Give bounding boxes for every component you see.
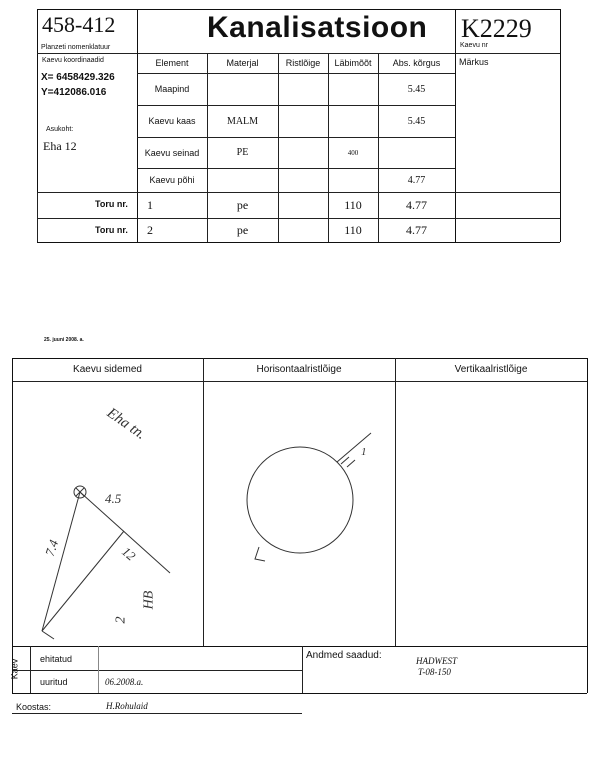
pipe-number-mark: 1 <box>361 446 367 458</box>
location-value: Eha 12 <box>43 139 77 153</box>
row-material: PE <box>236 147 249 158</box>
section-vertical: Vertikaalristlõige <box>454 364 528 375</box>
horizontal-section-sketch <box>203 381 395 646</box>
pipe-height: 4.77 <box>406 197 427 212</box>
distance-label: 4.5 <box>105 491 122 506</box>
source-value: HADWEST <box>416 656 457 666</box>
row-element: Maapind <box>154 84 190 94</box>
col-cross: Ristlõige <box>285 58 321 68</box>
coord-y: Y=412086.016 <box>41 87 107 98</box>
author-value: H.Rohulaid <box>106 701 148 711</box>
built-label: ehitatud <box>40 654 73 664</box>
col-element: Element <box>155 58 189 68</box>
pipe-label: Toru nr. <box>95 199 128 209</box>
nomenclature-label: Planzeti nomenklatuur <box>41 44 111 51</box>
coord-x: X= 6458429.326 <box>41 72 115 83</box>
pipe-height: 4.77 <box>406 222 427 237</box>
surveyed-label: uuritud <box>40 677 68 687</box>
page-title: Kanalisatsioon <box>207 11 428 44</box>
pipe-diameter: 110 <box>344 197 362 212</box>
pipe-label: Toru nr. <box>95 225 128 235</box>
sketch-mark: 2 <box>113 616 129 624</box>
sketch-mark: HB <box>141 590 157 610</box>
kaev-label: Kaev <box>9 658 20 680</box>
doc-date: 25. juuni 2008. a. <box>44 337 84 343</box>
pipe-diameter: 110 <box>344 222 362 237</box>
pipe-number: 2 <box>147 223 153 237</box>
source-label: Andmed saadud: <box>306 650 382 661</box>
row-element: Kaevu kaas <box>148 116 196 126</box>
row-element: Kaevu seinad <box>144 147 200 158</box>
well-number: K2229 <box>461 14 532 43</box>
surveyed-value: 06.2008.a. <box>105 677 144 687</box>
pipe-number: 1 <box>147 198 153 212</box>
row-height: 5.45 <box>407 83 426 95</box>
col-diameter: Läbimõõt <box>334 58 372 68</box>
row-height: 5.45 <box>407 115 426 127</box>
col-remarks: Märkus <box>459 57 489 67</box>
author-label: Koostas: <box>16 702 52 712</box>
distance-label: 7.4 <box>42 537 62 558</box>
well-number-label: Kaevu nr <box>460 42 489 49</box>
section-ties: Kaevu sidemed <box>73 364 142 375</box>
pipe-material: pe <box>236 197 249 212</box>
nomenclature-code: 458-412 <box>42 12 116 37</box>
col-material: Materjal <box>226 58 259 68</box>
coords-label: Kaevu koordinaadid <box>42 57 104 64</box>
row-material: MALM <box>226 115 259 127</box>
row-diameter: 400 <box>347 148 359 157</box>
row-element: Kaevu põhi <box>149 175 195 185</box>
location-label: Asukoht: <box>46 126 74 133</box>
street-name: Eha tn. <box>103 405 149 443</box>
row-height: 4.77 <box>407 174 426 186</box>
pipe-material: pe <box>236 222 249 237</box>
distance-label: 12 <box>119 543 139 564</box>
section-horizontal: Horisontaalristlõige <box>256 364 342 375</box>
source-value: T-08-150 <box>418 667 451 677</box>
col-height: Abs. kõrgus <box>392 58 441 68</box>
